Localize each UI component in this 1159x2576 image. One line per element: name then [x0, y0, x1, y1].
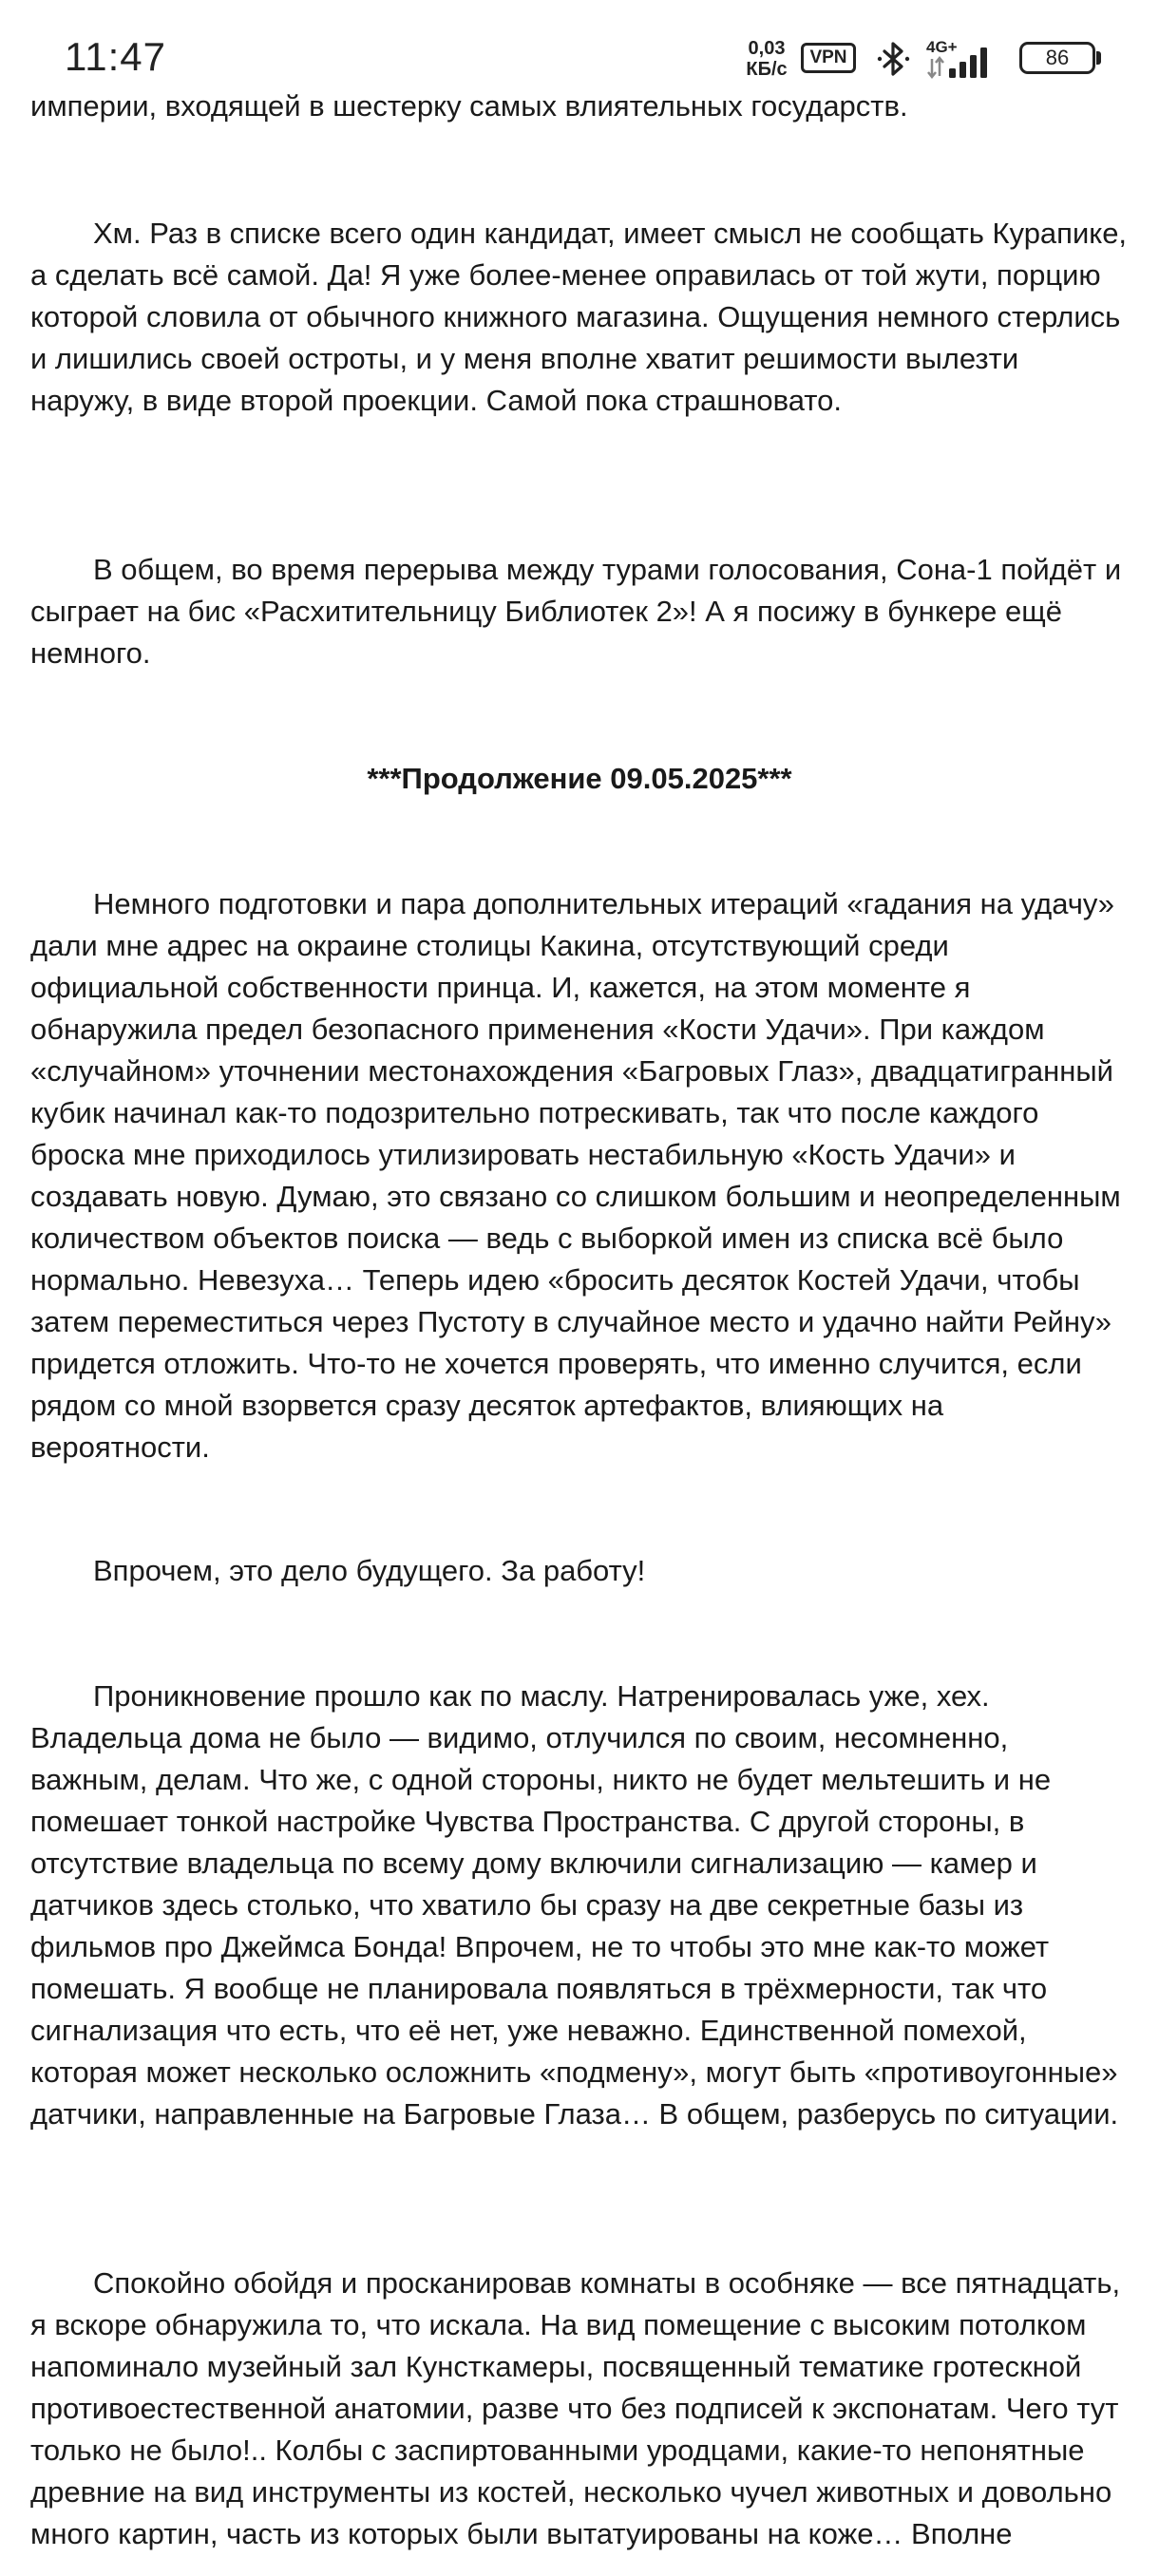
battery-icon: [1019, 42, 1095, 74]
paragraph-to-work: Впрочем, это дело будущего. За работу!: [93, 1554, 646, 1587]
network-speed-value: 0,03: [748, 38, 786, 59]
network-type-label: 4G+: [926, 38, 958, 56]
vpn-icon: VPN: [801, 43, 856, 73]
paragraph-partial-top: империи, входящей в шестерку самых влиятельных государств.: [30, 89, 908, 123]
network-speed-unit: КБ/с: [746, 59, 788, 80]
bluetooth-icon: [875, 40, 913, 78]
paragraph-kurapika: Хм. Раз в списке всего один кандидат, имеет смысл не сообщать Курапике, а сделать всё самой. Да! Я уже более-менее оправилась от той жути, порцию которой словила от обычного книжного магазина. Ощущения немного стерлись и лишились своей остроты, и у меня вполне хватит решимости вылезти наружу, в виде второй проекции. Самой пока страшновато.: [30, 217, 1128, 417]
paragraph-sona: В общем, во время перерыва между турами голосования, Сона-1 пойдёт и сыграет на бис «Расхитительницу Библиотек 2»! А я посижу в бункере ещё немного.: [30, 553, 1122, 670]
cellular-signal-icon: [926, 38, 1000, 80]
status-time: 11:47: [65, 34, 166, 79]
network-speed: [741, 38, 792, 80]
battery-level: 86: [1045, 46, 1070, 69]
chapter-continuation-heading: ***Продолжение 09.05.2025***: [367, 762, 792, 795]
paragraph-luck-dice: Немного подготовки и пара дополнительных итераций «гадания на удачу» дали мне адрес на окраине столицы Какина, отсутствующий среди официальной собственности принца. И, кажется, на этом моменте я обнаружила предел безопасного применения «Кости Удачи». При каждом «случайном» уточнении местонахождения «Багровых Глаз», двадцатигранный кубик начинал как-то подозрительно потрескивать, так что после каждого броска мне приходилось утилизировать нестабильную «Кость Удачи» и создавать новую. Думаю, это связано со слишком большим и неопределенным количеством объектов поиска — ведь с выборкой имен из списка всё было нормально. Невезуха… Теперь идею «бросить десяток Костей Удачи, чтобы затем переместиться через Пустоту в случайное место и удачно найти Рейну» придется отложить. Что-то не хочется проверять, что именно случится, если рядом со мной взорвется сразу десяток артефактов, влияющих на вероятности.: [30, 887, 1121, 1464]
paragraph-mansion-scan: Спокойно обойдя и просканировав комнаты в особняке — все пятнадцать, я вскоре обнаружила то, что искала. На вид помещение с высоким потолком напоминало музейный зал Кунсткамеры, посвященный тематике гротескной противоестественной анатомии, разве что без подписей к экспонатам. Чего тут только не было!.. Колбы с заспиртованными уродцами, какие-то непонятные древние на вид инструменты из костей, несколько чучел животных и довольно много картин, часть из которых были вытатуированы на коже… Вполне: [30, 2266, 1121, 2550]
paragraph-infiltration: Проникновение прошло как по маслу. Натренировалась уже, хех. Владельца дома не было — видимо, отлучился по своим, несомненно, важным, делам. Что же, с одной стороны, никто не будет мельтешить и не помешает тонкой настройке Чувства Пространства. С другой стороны, в отсутствие владельца по всему дому включили сигнализацию — камер и датчиков здесь столько, что хватило бы сразу на две секретные базы из фильмов про Джеймса Бонда! Впрочем, не то чтобы это мне как-то может помешать. Я вообще не планировала появляться в трёхмерности, так что сигнализация что есть, что её нет, уже неважно. Единственной помехой, которая может несколько осложнить «подмену», могут быть «противоугонные» датчики, направленные на Багровые Глаза… В общем, разберусь по ситуации.: [30, 1679, 1119, 2131]
network-indicator: [926, 38, 1000, 80]
battery-tip: [1096, 51, 1101, 65]
status-bar: [0, 0, 1159, 114]
